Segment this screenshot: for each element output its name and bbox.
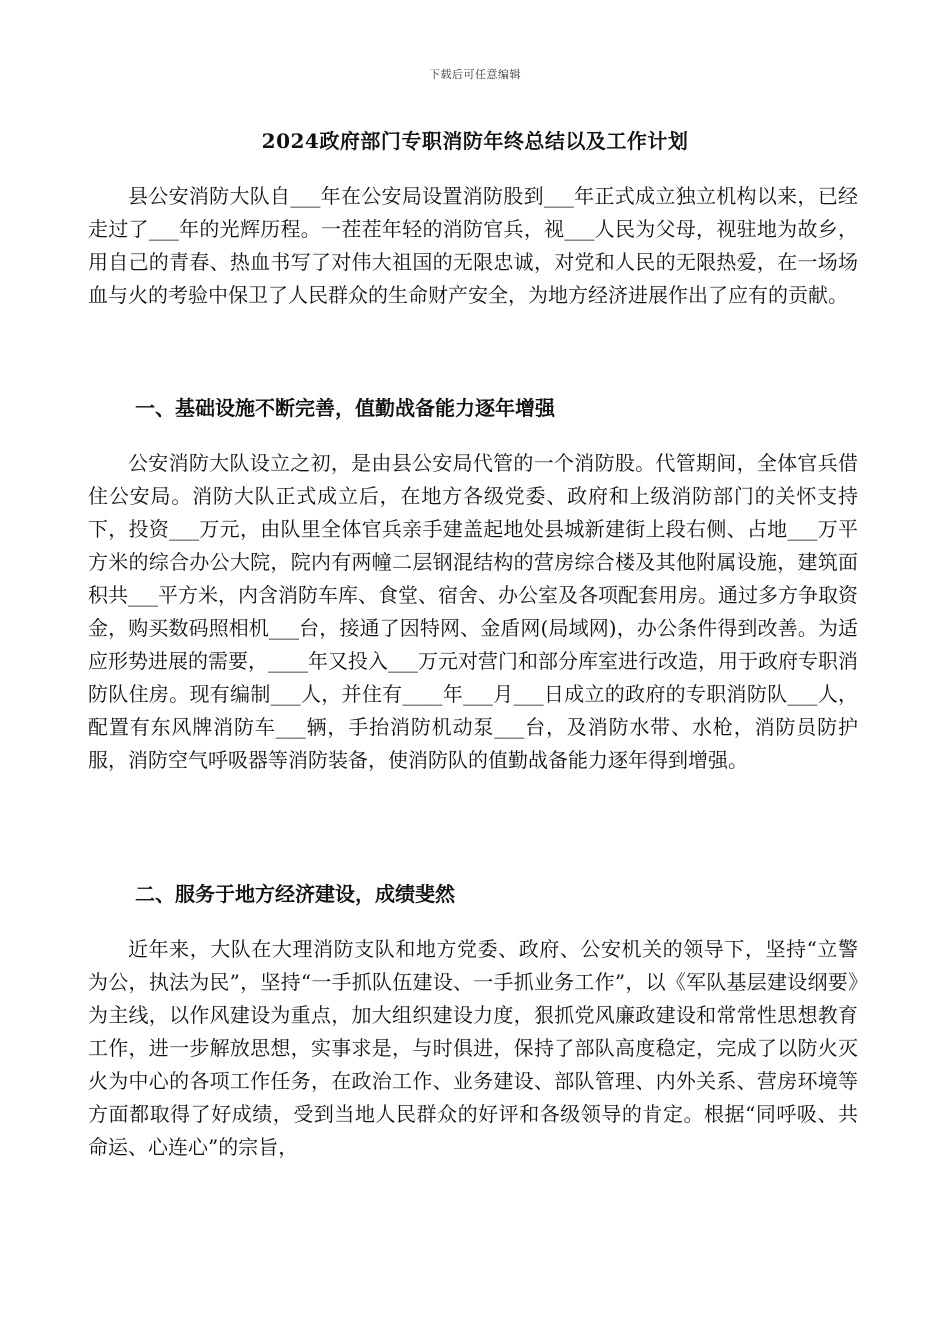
section-heading-1: 一、基础设施不断完善，值勤战备能力逐年增强 <box>135 396 555 420</box>
paragraph-achievements: 近年来，大队在大理消防支队和地方党委、政府、公安机关的领导下，坚持“立警为公，执法为民”，坚持“一手抓队伍建设、一手抓业务工作”，以《军队基层建设纲要》为主线，以作风建设为重点，加大组织建设力度，狠抓党风廉政建设和常常性思想教育工作，进一步解放思想，实事求是，与时俱进，保持了部队高度稳定，完成了以防火灭火为中心的各项工作任务，在政治工作、业务建设、部队管理、内外关系、营房环境等方面都取得了好成绩，受到当地人民群众的好评和各级领导的肯定。根据“同呼吸、共命运、心连心”的宗旨， <box>88 937 858 1159</box>
paragraph-infrastructure: 公安消防大队设立之初，是由县公安局代管的一个消防股。代管期间，全体官兵借住公安局。消防大队正式成立后，在地方各级党委、政府和上级消防部门的关怀支持下，投资___万元，由队里全体官兵亲手建盖起地处县城新建街上段右侧、占地___万平方米的综合办公大院，院内有两幢二层钢混结构的营房综合楼及其他附属设施，建筑面积共___平方米，内含消防车库、食堂、宿舍、办公室及各项配套用房。通过多方争取资金，购买数码照相机___台，接通了因特网、金盾网(局域网)，办公条件得到改善。为适应形势进展的需要，____年又投入___万元对营门和部分库室进行改造，用于政府专职消防队住房。现有编制___人，并住有____年___月___日成立的政府的专职消防队___人，配置有东风牌消防车___辆，手抬消防机动泵___台，及消防水带、水枪，消防员防护服，消防空气呼吸器等消防装备，使消防队的值勤战备能力逐年得到增强。 <box>88 451 858 772</box>
header-note: 下载后可任意编辑 <box>429 68 521 81</box>
document-title: 2024政府部门专职消防年终总结以及工作计划 <box>261 129 689 153</box>
paragraph-intro: 县公安消防大队自___年在公安局设置消防股到___年正式成立独立机构以来，已经走过了___年的光辉历程。一茬茬年轻的消防官兵，视___人民为父母，视驻地为故乡，用自己的青春、热血书写了对伟大祖国的无限忠诚，对党和人民的无限热爱，在一场场血与火的考验中保卫了人民群众的生命财产安全，为地方经济进展作出了应有的贡献。 <box>88 184 858 307</box>
section-heading-2: 二、服务于地方经济建设，成绩斐然 <box>135 882 455 906</box>
